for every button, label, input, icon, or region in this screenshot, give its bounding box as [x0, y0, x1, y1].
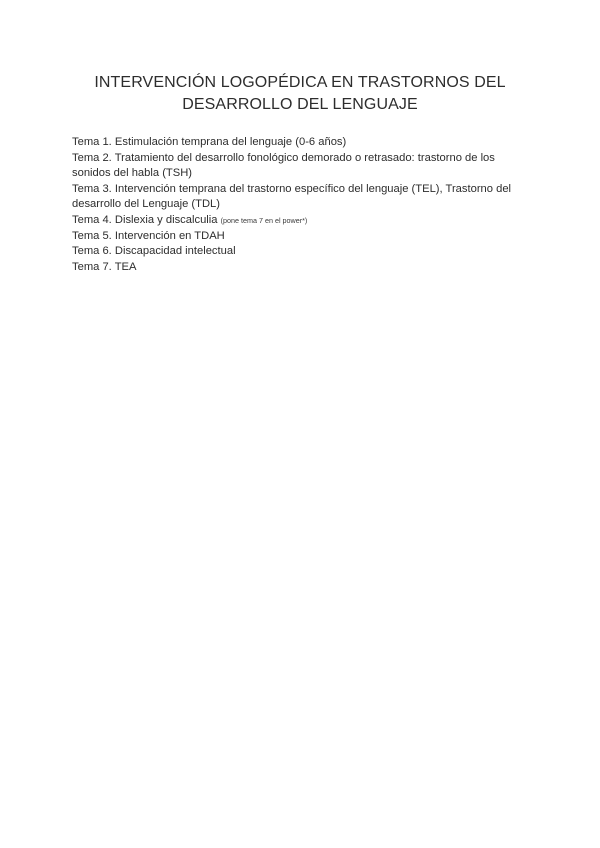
- topic-item-1: [72, 135, 528, 151]
- topic-item-6: [72, 244, 528, 260]
- topic-item-5: [72, 229, 528, 245]
- topic-item-4: [72, 213, 528, 229]
- page-title: [0, 72, 600, 116]
- topic-text: Tema 6. Discapacidad intelectual: [72, 245, 236, 258]
- title-line-1: INTERVENCIÓN LOGOPÉDICA EN TRASTORNOS DEL: [94, 74, 506, 91]
- topic-text: Tema 4. Dislexia y discalculia: [72, 213, 218, 226]
- topic-text: Tema 1. Estimulación temprana del lenguaje (0-6 años): [72, 136, 347, 148]
- topic-item-2: [72, 151, 528, 182]
- topic-text: Tema 2. Tratamiento del desarrollo fonológico demorado o retrasado: trastorno de los sonidos del habla (TSH): [72, 151, 495, 180]
- title-line-2: DESARROLLO DEL LENGUAJE: [182, 96, 418, 113]
- topic-item-3: [72, 182, 528, 213]
- topic-item-7: [72, 260, 528, 276]
- topic-list: [72, 135, 528, 275]
- topic-text: Tema 7. TEA: [72, 260, 137, 273]
- topic-note: (pone tema 7 en el power*): [220, 215, 308, 225]
- topic-text: Tema 5. Intervención en TDAH: [72, 229, 225, 242]
- topic-text: Tema 3. Intervención temprana del trastorno específico del lenguaje (TEL), Trastorno del desarrollo del Lenguaje (TDL): [72, 182, 512, 211]
